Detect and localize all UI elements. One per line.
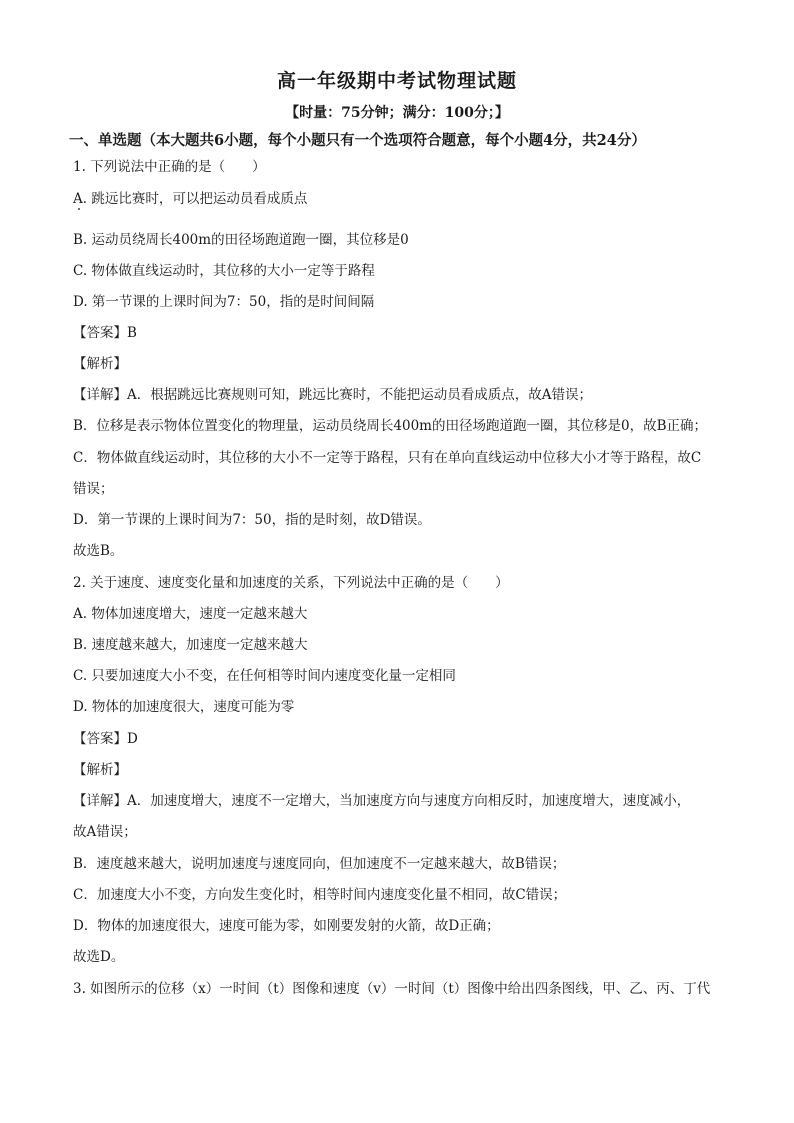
question-2-detail-line: D．物体的加速度很大，速度可能为零，如刚要发射的火箭，故D正确；: [73, 918, 500, 934]
question-1-conclusion: 故选B。: [73, 543, 124, 559]
question-2-option-c: C. 只要加速度大小不变，在任何相等时间内速度变化量一定相同: [73, 668, 456, 684]
question-2-conclusion: 故选D。: [73, 949, 125, 965]
exam-info: 【时量：75分钟；满分：100分；】: [285, 105, 509, 121]
question-1-answer: 【答案】B: [73, 325, 137, 341]
question-3-stem: 3. 如图所示的位移（x）一时间（t）图像和速度（v）一时间（t）图像中给出四条图线，甲、乙、丙、丁代: [73, 981, 711, 997]
question-1-option-d: D. 第一节课的上课时间为7：50，指的是时间间隔: [73, 294, 375, 310]
question-1-detail-line: C．物体做直线运动时，其位移的大小不一定等于路程，只有在单向直线运动中位移大小才等于路程，故C: [73, 450, 702, 466]
question-1-detail-line: D．第一节课的上课时间为7：50，指的是时刻，故D错误。: [73, 512, 431, 528]
section-heading: 一、单选题（本大题共6小题，每个小题只有一个选项符合题意，每个小题4分，共24分）: [69, 132, 646, 149]
question-2-detail-line: C．加速度大小不变，方向发生变化时，相等时间内速度变化量不相同，故C错误；: [73, 887, 567, 903]
question-2-detail-line: B．速度越来越大，说明加速度与速度同向，但加速度不一定越来越大，故B错误；: [73, 856, 566, 872]
question-2-detail-line: 【详解】A．加速度增大，速度不一定增大，当加速度方向与速度方向相反时，加速度增大，速度减小，: [73, 793, 691, 809]
question-1-option-a: A. 跳远比赛时，可以把运动员看成质点: [73, 191, 308, 207]
question-1-detail-line: B．位移是表示物体位置变化的物理量，运动员绕周长400m的田径场跑道跑一圈，其位移是0，故B正确；: [73, 418, 707, 434]
question-2-option-b: B. 速度越来越大，加速度一定越来越大: [73, 637, 308, 653]
question-2-option-a: A. 物体加速度增大，速度一定越来越大: [73, 606, 308, 622]
question-1-detail-line: 错误；: [73, 481, 114, 497]
question-2-analysis-label: 【解析】: [73, 762, 127, 778]
question-1-analysis-label: 【解析】: [73, 356, 127, 372]
question-2-detail-line: 故A错误；: [73, 824, 137, 840]
question-1-detail-line: 【详解】A．根据跳远比赛规则可知，跳远比赛时，不能把运动员看成质点，故A错误；: [73, 387, 592, 403]
question-2-answer: 【答案】D: [73, 731, 138, 747]
question-1-stem: 1. 下列说法中正确的是（ ）: [73, 159, 266, 175]
stray-mark: [78, 208, 80, 210]
page-title: 高一年级期中考试物理试题: [276, 70, 517, 92]
question-1-option-c: C. 物体做直线运动时，其位移的大小一定等于路程: [73, 263, 375, 279]
question-1-option-b: B. 运动员绕周长400m的田径场跑道跑一圈，其位移是0: [73, 232, 409, 248]
question-2-option-d: D. 物体的加速度很大，速度可能为零: [73, 699, 295, 715]
question-2-stem: 2. 关于速度、速度变化量和加速度的关系，下列说法中正确的是（ ）: [73, 575, 509, 591]
